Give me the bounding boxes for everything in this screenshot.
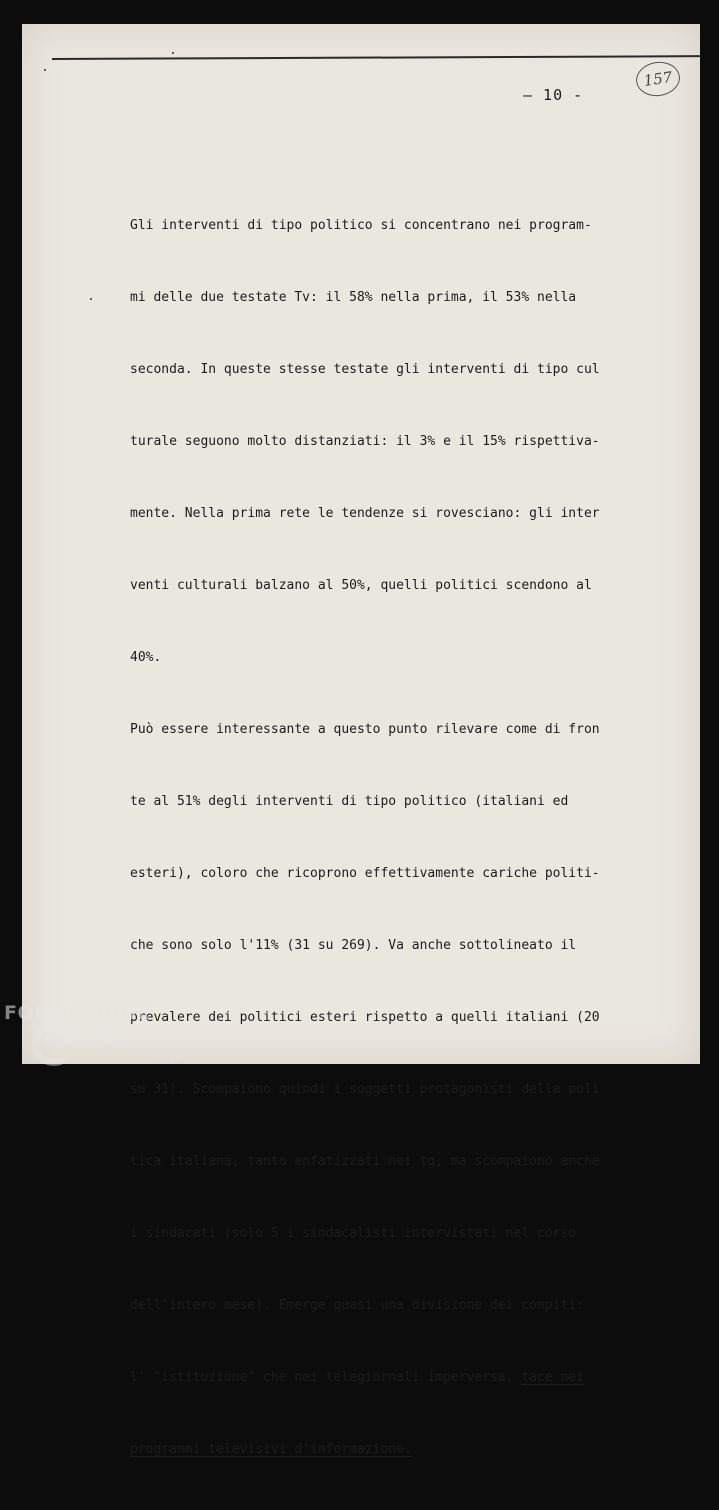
text-line: dell'intero mese). Emerge quasi una divisione dei compiti: [130, 1298, 584, 1313]
text-line: i sindacati (solo 5 i sindacalisti intervistati nel corso [130, 1226, 577, 1241]
text-line: 40%. [130, 650, 162, 665]
watermark-line2: RAMSCI [44, 1027, 139, 1049]
text-line: te al 51% degli interventi di tipo politico (italiani ed [130, 794, 569, 809]
paper-speck [44, 69, 46, 71]
fondazione-gramsci-watermark [4, 1002, 194, 1076]
text-line: mi delle due testate Tv: il 58% nella prima, il 53% nella [130, 290, 577, 305]
text-line [130, 1366, 625, 1390]
text-line: tica italiana, tanto enfatizzati nei tg, ma scompaiono anche [130, 1154, 600, 1169]
text-line: che sono solo l'11% (31 su 269). Va anche sottolineato il [130, 938, 577, 953]
text-line: turale seguono molto distanziati: il 3% e il 15% rispettiva- [130, 434, 600, 449]
paper-speck [90, 298, 92, 300]
text-line: seconda. In queste stesse testate gli interventi di tipo cul [130, 362, 600, 377]
text-line: Può essere interessante a questo punto rilevare come di fron [130, 722, 600, 737]
watermark-line1: FONDAZIONE [4, 1002, 151, 1024]
text-fragment: l' "istituzione" che nei telegiornali imperversa, [130, 1370, 522, 1385]
body-text [130, 166, 625, 1510]
paper-speck [172, 52, 174, 54]
text-line: venti culturali balzano al 50%, quelli politici scendono al [130, 578, 592, 593]
text-line: prevalere dei politici esteri rispetto a quelli italiani (20 [130, 1010, 600, 1025]
text-line: Gli interventi di tipo politico si concentrano nei program- [130, 218, 592, 233]
archive-number-stamp: 157 [634, 59, 682, 99]
text-line: mente. Nella prima rete le tendenze si rovesciano: gli inter [130, 506, 600, 521]
text-line: su 31). Scompaiono quindi i soggetti protagonisti della poli [130, 1082, 600, 1097]
text-line [130, 1438, 625, 1462]
page-number: — 10 - [523, 86, 584, 104]
watermark-onlus: onlus [152, 1055, 182, 1065]
text-line: esteri), coloro che ricoprono effettivamente cariche politi- [130, 866, 600, 881]
underlined-text: tace nei [521, 1370, 584, 1385]
underlined-text: programmi televisivi d'informazione. [130, 1442, 412, 1457]
